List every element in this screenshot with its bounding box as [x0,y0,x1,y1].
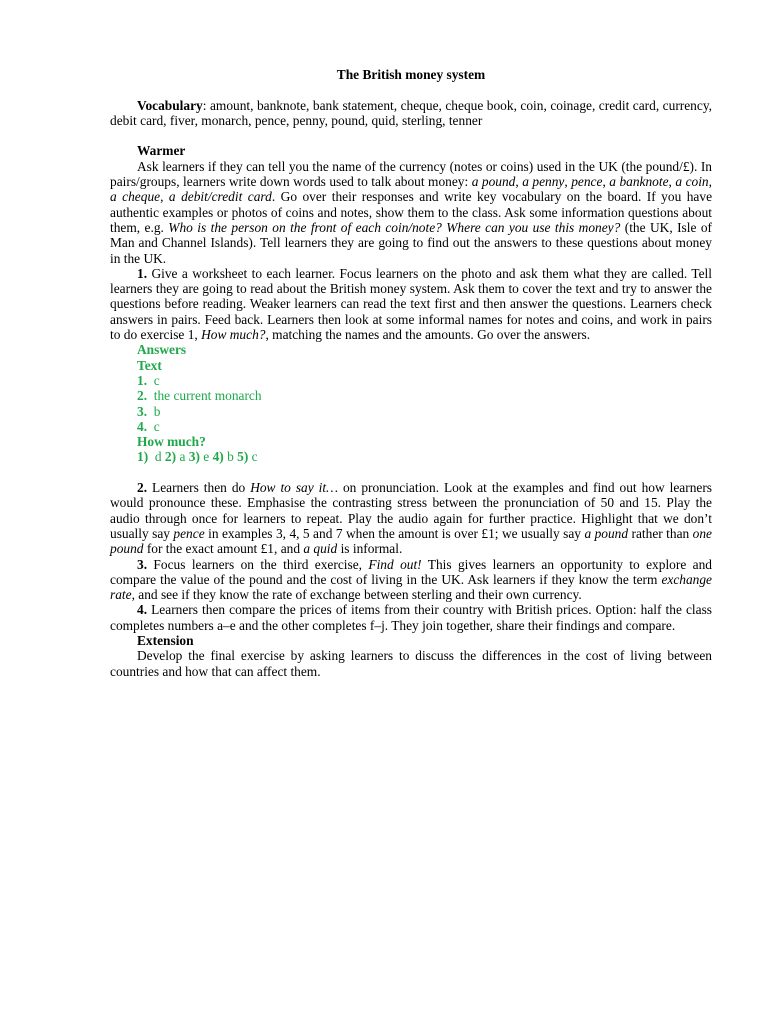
exercise-title: Find out! [368,556,422,572]
warmer-heading: Warmer [137,143,186,159]
lesson-plan [110,67,712,679]
separator: , [668,174,676,190]
separator: , [515,174,523,190]
warmer-term: a penny [522,174,565,190]
italic-term: a pound [584,525,629,541]
howmuch-heading: How much? [137,434,206,450]
warmer-term: a debit/credit card [168,189,272,205]
answer-value: c [251,449,258,465]
exercise-title: How much? [201,327,266,343]
step-text: Give a worksheet to each learner. Focus learners on the photo and ask them what they are called. Tell learners they are going to read about the British money system. Ask them to cover the text and try to answer the questions before reading. Weaker learners can read the text first and then answer the questions. Learners check answers in pairs. Feed back. Learners then look at some informal names for notes and coins, and work in pairs to do exercise 1, [110,265,712,343]
answer-value: d [154,449,162,465]
answers-text-heading: Text [137,357,162,373]
step-text: Learners then do [147,480,251,496]
vocabulary-paragraph [110,98,712,129]
answer-number: 5) [237,449,249,465]
italic-term: a quid [303,541,338,557]
step-text: Focus learners on the third exercise, [147,556,369,572]
answer-number: 1. [137,372,148,388]
step-1-paragraph [110,266,712,342]
step-text: on pronunciation. Look at the examples and find out how learners would pronounce these. Emphasise the contrasting stress between the pronunciation of 50 and 15. Play the audio through once for learners to repeat. Play the audio again for further practice. Highlight that we don’t usually say [110,480,713,541]
step-number: 4. [137,602,148,618]
step-text: Learners then compare the prices of items from their country with British prices. Option: half the class completes numbers a–e and the other completes f–j. They join together, share their findings and compare. [110,602,712,633]
howmuch-answers [137,449,712,464]
answers-heading: Answers [137,342,187,358]
warmer-term: pence [571,174,603,190]
step-3-paragraph [110,557,712,603]
answer-number: 2. [137,388,148,404]
spacer [110,465,712,480]
step-text: , and see if they know the rate of exchange between sterling and their own currency. [131,587,582,603]
answer-value: c [153,372,160,388]
italic-term: exchange rate [110,571,712,603]
answer-value: a [179,449,186,465]
warmer-text: . Go over their responses and write key vocabulary on the board. If you have authentic examples or photos of coins and notes, show them to the class. Ask some information questions about them, e.g. [110,189,713,235]
answer-number: 3. [137,403,148,419]
separator: , [564,174,572,190]
exercise-title: How to say it… [250,480,338,496]
italic-term: one pound [110,525,712,557]
step-number: 3. [137,556,148,572]
warmer-paragraph [110,159,712,266]
step-4-paragraph [110,602,712,633]
vocabulary-list: : amount, banknote, bank statement, cheque, cheque book, coin, coinage, credit card, currency, debit card, fiver, monarch, pence, penny, pound, quid, sterling, tenner [110,97,712,128]
step-number: 2. [137,480,148,496]
answer-number: 3) [188,449,200,465]
warmer-term: a banknote [609,174,669,190]
answer-value: e [203,449,210,465]
separator: , [160,189,169,205]
step-text: This gives learners an opportunity to explore and compare the value of the pound and the cost of living in the UK. Ask learners if they know the term [110,556,712,587]
answer-item [137,388,712,403]
spacer [110,128,712,143]
answer-value: the current monarch [153,388,262,404]
answer-item [137,404,712,419]
italic-term: pence [173,525,205,541]
answer-value: c [153,418,160,434]
answer-value: b [153,403,161,419]
step-text: in examples 3, 4, 5 and 7 when the amount is over £1; we usually say [204,525,585,541]
vocabulary-label: Vocabulary [137,97,203,113]
warmer-text: Ask learners if they can tell you the name of the currency (notes or coins) used in the UK (the pound/£). In pairs/groups, learners write down words used to talk about money: [110,158,712,190]
answer-number: 1) [137,449,149,465]
step-text: for the exact amount £1, and [143,541,304,557]
warmer-question: Who is the person on the front of each coin/note? Where can you use this money? [168,219,621,235]
warmer-term: a coin [675,174,709,190]
warmer-term: a pound [471,174,516,190]
page-title: The British money system [336,67,486,82]
warmer-term: a cheque [110,189,161,205]
answer-value: b [227,449,234,465]
answer-number: 4) [212,449,224,465]
warmer-text: (the UK, Isle of Man and Channel Islands). Tell learners they are going to find out the answers to these questions about money in the UK. [110,219,712,266]
step-text: , matching the names and the amounts. Go over the answers. [265,327,591,343]
answer-number: 2) [164,449,177,465]
separator: , [602,174,610,190]
step-text: rather than [628,525,693,541]
extension-heading: Extension [137,632,194,648]
step-2-paragraph [110,480,712,556]
step-text: is informal. [337,541,403,557]
step-number: 1. [137,265,148,281]
answer-number: 4. [137,418,148,434]
answer-item [137,419,712,434]
answers-block [137,342,712,464]
answer-item [137,373,712,388]
separator: , [708,174,712,190]
extension-paragraph: Develop the final exercise by asking learners to discuss the differences in the cost of living between countries and how that can affect them. [110,648,712,679]
